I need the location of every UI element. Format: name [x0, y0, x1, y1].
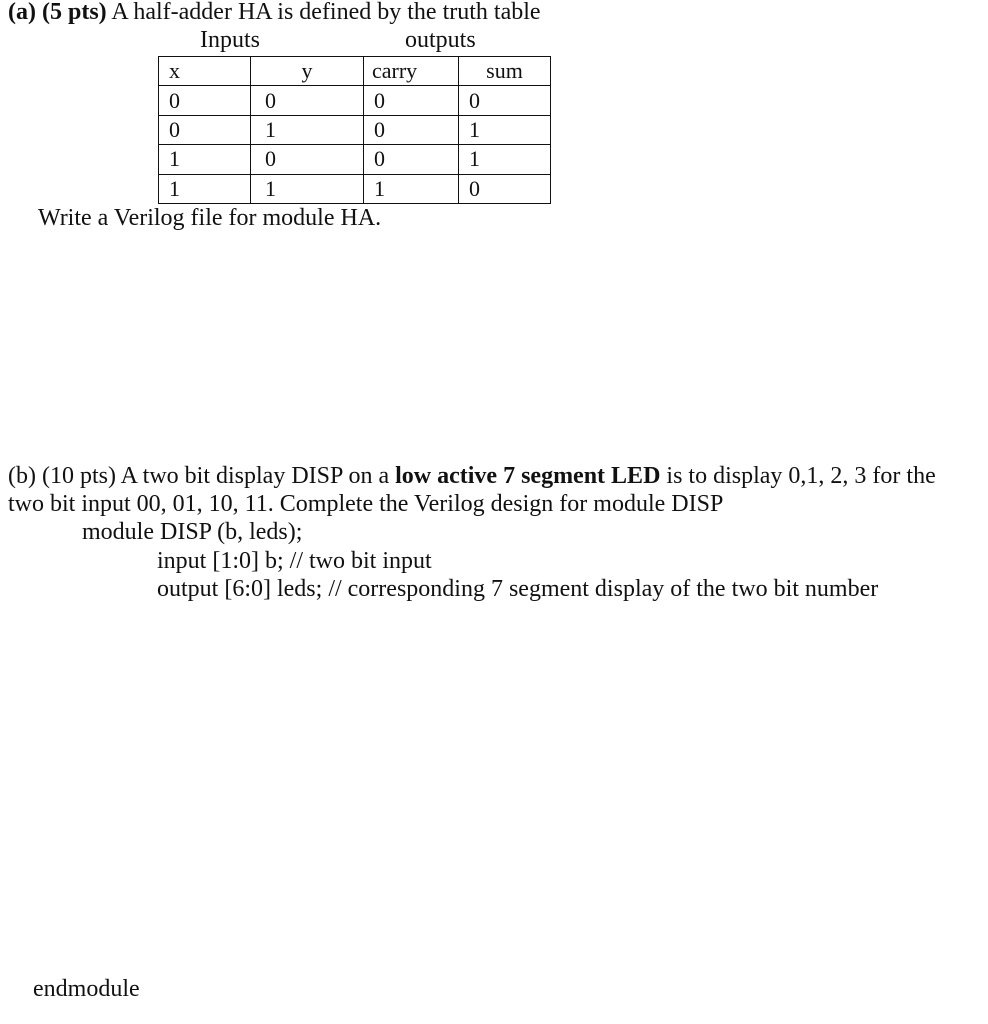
- header-y: y: [251, 57, 364, 86]
- table-cell-carry: 0: [364, 145, 459, 174]
- header-carry: carry: [364, 57, 459, 86]
- part-b-intro-start: (b) (10 pts) A two bit display DISP on a: [8, 463, 396, 489]
- output-declaration: output [6:0] leds; // corresponding 7 segment display of the two bit number: [157, 576, 879, 602]
- table-cell-sum: 0: [459, 174, 551, 203]
- table-cell-x: 0: [159, 86, 251, 115]
- table-cell-y: 1: [251, 174, 364, 203]
- header-x: x: [159, 57, 251, 86]
- outputs-group-header: outputs: [405, 27, 476, 53]
- table-cell-sum: 1: [459, 145, 551, 174]
- table-cell-y: 0: [251, 145, 364, 174]
- table-row: [159, 115, 551, 144]
- input-declaration: input [1:0] b; // two bit input: [157, 548, 432, 574]
- part-a-label: (a) (5 pts): [8, 0, 107, 25]
- table-row: [159, 145, 551, 174]
- inputs-group-header: Inputs: [200, 27, 260, 53]
- table-cell-x: 0: [159, 115, 251, 144]
- endmodule-keyword: endmodule: [33, 976, 140, 1002]
- part-a-instruction: Write a Verilog file for module HA.: [38, 205, 382, 231]
- part-b-intro: [8, 462, 936, 490]
- table-header-row: [159, 57, 551, 86]
- table-cell-carry: 0: [364, 86, 459, 115]
- table-cell-x: 1: [159, 174, 251, 203]
- part-b-intro-end: is to display 0,1, 2, 3 for the: [660, 463, 936, 489]
- header-sum: sum: [459, 57, 551, 86]
- table-row: [159, 86, 551, 115]
- module-declaration: module DISP (b, leds);: [82, 519, 303, 545]
- table-cell-x: 1: [159, 145, 251, 174]
- part-b-bold-phrase: low active 7 segment LED: [395, 463, 661, 489]
- table-cell-carry: 0: [364, 115, 459, 144]
- table-cell-sum: 1: [459, 115, 551, 144]
- truth-table: [158, 56, 551, 204]
- table-cell-y: 0: [251, 86, 364, 115]
- table-cell-y: 1: [251, 115, 364, 144]
- table-cell-carry: 1: [364, 174, 459, 203]
- table-row: [159, 174, 551, 203]
- part-b-intro-line2: two bit input 00, 01, 10, 11. Complete the Verilog design for module DISP: [8, 491, 724, 517]
- part-a-text: A half-adder HA is defined by the truth table: [106, 0, 541, 25]
- part-a-heading: [8, 0, 541, 26]
- table-cell-sum: 0: [459, 86, 551, 115]
